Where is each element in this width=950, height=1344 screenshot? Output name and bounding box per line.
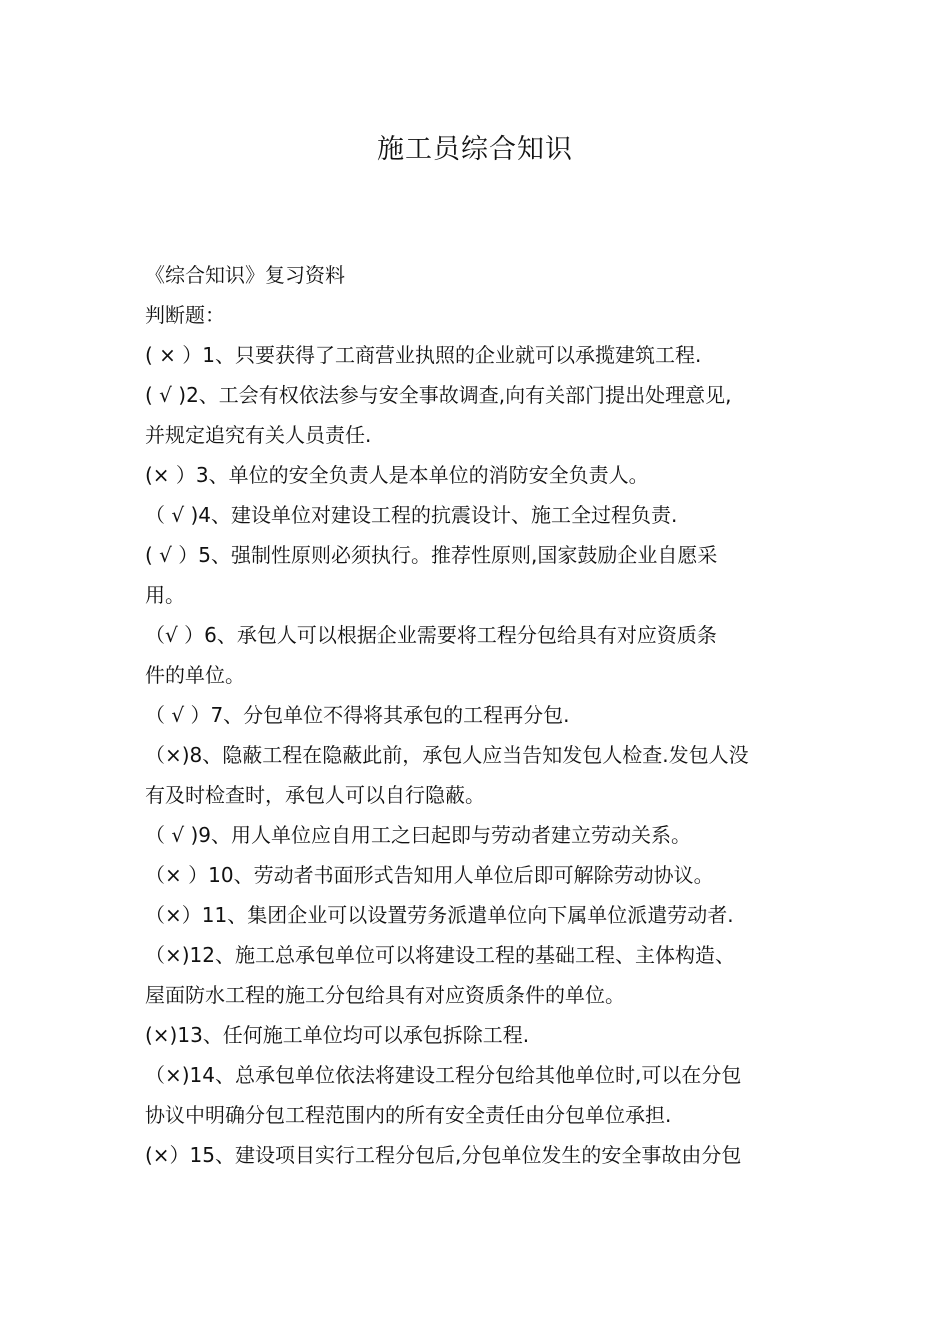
- question-line: （× ）10、劳动者书面形式告知用人单位后即可解除劳动协议。: [145, 863, 714, 887]
- question-line: （ √ )9、用人单位应自用工之曰起即与劳动者建立劳动关系。: [145, 823, 691, 847]
- question-line: (× ）3、单位的安全负责人是本单位的消防安全负责人。: [145, 463, 649, 487]
- question-line: （×）11、集团企业可以设置劳务派遣单位向下属单位派遣劳动者.: [145, 903, 734, 927]
- question-type-label: 判断题：: [145, 303, 225, 327]
- document-body: [145, 255, 825, 1175]
- question-line: （×)8、隐蔽工程在隐蔽此前，承包人应当告知发包人检查.发包人没: [145, 743, 749, 767]
- question-line: （ √ ）7、分包单位不得将其承包的工程再分包.: [145, 703, 570, 727]
- question-line: 有及时检查时，承包人可以自行隐蔽。: [145, 783, 485, 807]
- document-title: 施工员综合知识: [377, 134, 573, 165]
- question-line: 协议中明确分包工程范围内的所有安全责任由分包单位承担.: [145, 1103, 672, 1127]
- section-heading: 《综合知识》复习资料: [145, 263, 345, 287]
- question-line: （ √ )4、建设单位对建设工程的抗震设计、施工全过程负责.: [145, 503, 678, 527]
- question-line: （×)12、施工总承包单位可以将建设工程的基础工程、主体构造、: [145, 943, 736, 967]
- question-line: (×)13、任何施工单位均可以承包拆除工程.: [145, 1023, 530, 1047]
- question-line: 屋面防水工程的施工分包给具有对应资质条件的单位。: [145, 983, 625, 1007]
- question-line: ( √ ）5、强制性原则必须执行。推荐性原则,国家鼓励企业自愿采: [145, 543, 718, 567]
- question-line: (×）15、建设项目实行工程分包后,分包单位发生的安全事故由分包: [145, 1143, 742, 1167]
- question-line: （×)14、总承包单位依法将建设工程分包给其他单位时,可以在分包: [145, 1063, 742, 1087]
- question-line: ( × ）1、只要获得了工商营业执照的企业就可以承揽建筑工程.: [145, 343, 702, 367]
- question-line: 用。: [145, 583, 185, 607]
- question-line: （√ ）6、承包人可以根据企业需要将工程分包给具有对应资质条: [145, 623, 717, 647]
- question-line: 并规定追究有关人员责任.: [145, 423, 372, 447]
- question-line: 件的单位。: [145, 663, 245, 687]
- question-line: ( √ )2、工会有权依法参与安全事故调查,向有关部门提出处理意见,: [145, 383, 732, 407]
